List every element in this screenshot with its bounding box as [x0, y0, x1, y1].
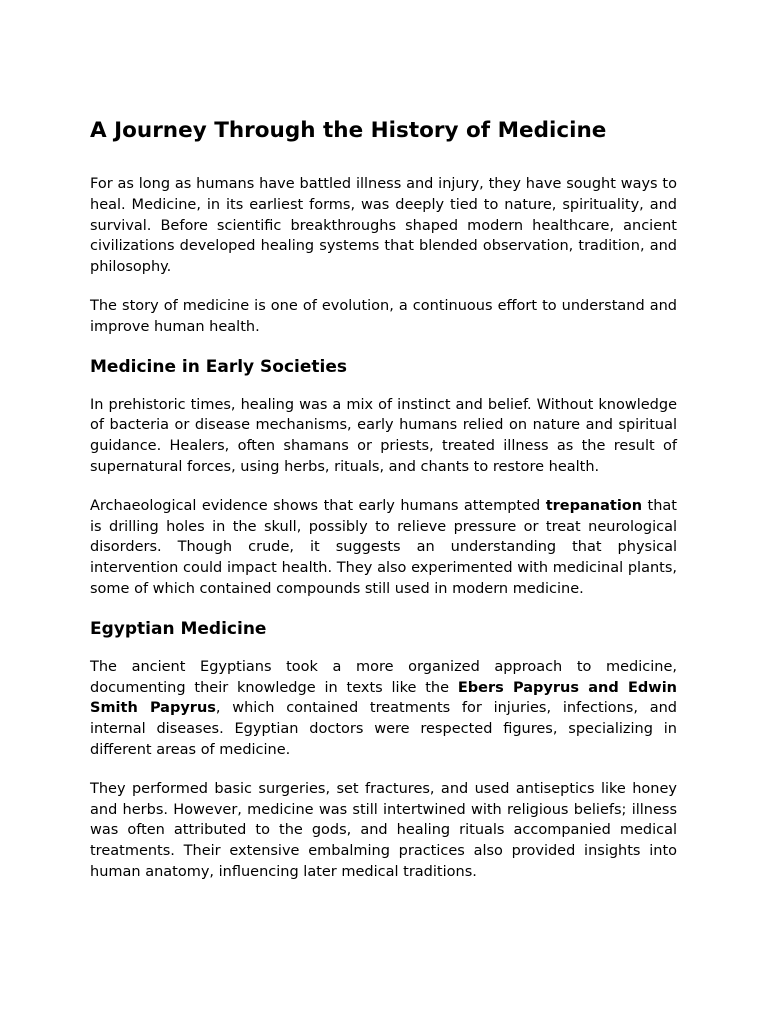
paragraph-text: , which contained treatments for injuries, infections, and internal diseases. Egyptian doctors were respected figures, specializing in different areas of medicine.	[90, 700, 677, 758]
paragraph-text: that is drilling holes in the skull, possibly to relieve pressure or treat neurological disorders. Though crude, it suggests an understanding that physical intervention could impact health. They also experimented with medicinal plants, some of which contained compounds still used in modern medicine.	[90, 497, 677, 597]
egyptian-paragraph-1	[90, 657, 677, 761]
section-heading-egyptian-medicine: Egyptian Medicine	[90, 618, 267, 639]
document-page	[90, 111, 677, 883]
egyptian-paragraph-2: They performed basic surgeries, set fractures, and used antiseptics like honey and herbs. However, medicine was still intertwined with religious beliefs; illness was often attributed to the gods, and healing rituals accompanied medical treatments. Their extensive embalming practices also provided insights into human anatomy, influencing later medical traditions.	[90, 780, 677, 880]
paragraph-text: Archaeological evidence shows that early humans attempted	[90, 497, 546, 514]
document-title: A Journey Through the History of Medicine	[90, 118, 607, 143]
intro-paragraph-2: The story of medicine is one of evolution, a continuous effort to understand and improve human health.	[90, 297, 677, 335]
section-heading-early-societies: Medicine in Early Societies	[90, 356, 348, 377]
paragraph-text: The ancient Egyptians took a more organized approach to medicine, documenting their knowledge in texts like the	[90, 658, 677, 696]
intro-paragraph-1: For as long as humans have battled illness and injury, they have sought ways to heal. Medicine, in its earliest forms, was deeply tied to nature, spirituality, and survival. Before scientific breakthroughs shaped modern healthcare, ancient civilizations developed healing systems that blended observation, tradition, and philosophy.	[90, 176, 677, 276]
bold-term-papyrus: Ebers Papyrus and Edwin Smith Papyrus	[90, 679, 677, 717]
early-societies-paragraph-1: In prehistoric times, healing was a mix of instinct and belief. Without knowledge of bacteria or disease mechanisms, early humans relied on nature and spiritual guidance. Healers, often shamans or priests, treated illness as the result of supernatural forces, using herbs, rituals, and chants to restore health.	[90, 396, 677, 475]
early-societies-paragraph-2	[90, 496, 677, 600]
bold-term-trepanation: trepanation	[545, 497, 643, 514]
